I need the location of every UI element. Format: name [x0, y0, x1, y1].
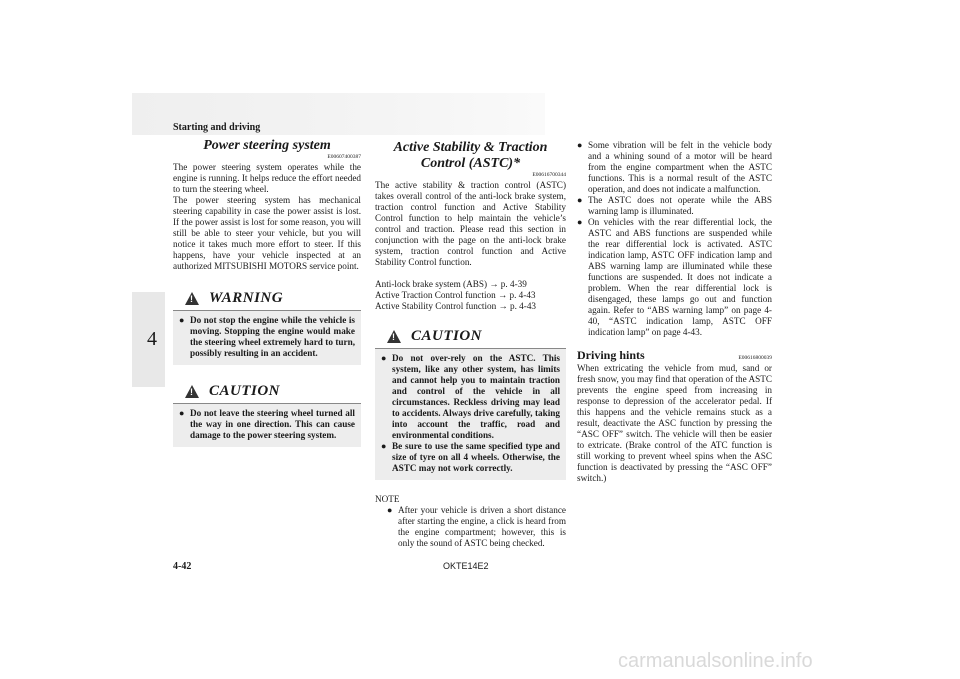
astc-intro: The active stability & traction control (ASTC) takes overall control of the anti-lock brake system, traction control function and Active Stability Control function to help maintain the vehicle’s control and traction. Please read this section in conjunction with the page on the anti-lock brake system, traction control function and Active Stability Control function.	[375, 180, 566, 267]
caution-label: CAUTION	[209, 382, 281, 399]
driving-hints-heading	[577, 348, 772, 363]
power-steering-code: E00607400387	[327, 154, 361, 160]
warning-label: WARNING	[209, 289, 284, 306]
section-title: Starting and driving	[173, 122, 261, 133]
note-item: ● After your vehicle is driven a short distance after starting the engine, a click is heard from the engine compartment; however, this is only the sound of ASTC being checked.	[387, 505, 566, 548]
driving-hints-text: When extricating the vehicle from mud, sand or fresh snow, you may find that operation of the ASTC prevents the engine speed from increasing in response to depression of the accelerator pedal. If this happens and the vehicle remains stuck as a result, deactivate the ASC function by pressing the “ASC OFF” switch. The vehicle will then be easier to extricate. (Brake control of the ATC function is still working to prevent wheel spins when the ASC function is deactivated by pressing the “ASC OFF” switch.)	[577, 363, 772, 483]
caution-header	[173, 379, 361, 404]
chapter-tab-number: 4	[147, 328, 157, 350]
caution-triangle-icon	[185, 385, 199, 398]
bullet-icon: ●	[577, 217, 583, 227]
warning-box	[173, 286, 361, 365]
astc-title-line-2: Control (ASTC)*	[420, 156, 521, 171]
power-steering-title: Power steering system	[203, 138, 331, 153]
column-astc-continued	[577, 140, 772, 484]
warning-triangle-icon	[185, 292, 199, 305]
note-item-differential-lock: ● On vehicles with the rear differential lock, the ASTC and ABS functions are suspended while the rear differential lock is activated. ASTC indication lamp, ASTC OFF indication lamp and ABS warning lamp are illuminated while these functions are suspended. It does not indicate a problem. When the rear differential lock is disengaged, these lamps go out and function again. Refer to “ABS warning lamp” on page 4-40, “ASTC indication lamp, ASTC OFF indication lamp” on page 4-43.	[577, 217, 772, 337]
astc-title-line-1: Active Stability & Traction	[393, 140, 548, 155]
page-number: 4-42	[173, 561, 192, 572]
bullet-icon: ●	[179, 408, 185, 418]
astc-caution-header	[375, 324, 566, 349]
caution-item: ● Do not leave the steering wheel turned all the way in one direction. This can cause damage to the power steering system.	[179, 408, 355, 440]
bullet-icon: ●	[577, 195, 583, 205]
astc-caution-item-1: ● Do not over-rely on the ASTC. This system, like any other system, has limits and cannot help you to maintain traction and control of the vehicle in all circumstances. Reckless driving may lead to accidents. Always drive carefully, taking into account the traffic, road and environmental conditions.	[381, 353, 560, 440]
warning-header	[173, 286, 361, 311]
watermark: carmanualsonline.info	[618, 650, 813, 672]
caution-triangle-icon	[387, 330, 401, 343]
column-power-steering	[173, 138, 361, 447]
astc-caution-box	[375, 324, 566, 480]
note-item-abs-lamp: ● The ASTC does not operate while the ABS warning lamp is illuminated.	[577, 195, 772, 216]
caution-box	[173, 379, 361, 447]
astc-caution-item-2: ● Be sure to use the same specified type and size of tyre on all 4 wheels. Otherwise, the ASTC may not work correctly.	[381, 441, 560, 473]
bullet-icon: ●	[179, 315, 185, 325]
astc-ref-abs: Anti-lock brake system (ABS) → p. 4-39	[375, 279, 527, 289]
power-steering-para-2: The power steering system has mechanical steering capability in case the power assist is lost. If the power assist is lost for some reason, you will still be able to steer your vehicle, but you will notice it takes much more effort to steer. If this happens, have your vehicle inspected at an authorized MITSUBISHI MOTORS service point.	[173, 195, 361, 271]
column-astc	[375, 140, 566, 549]
note-label: NOTE	[375, 494, 400, 504]
bullet-icon: ●	[381, 353, 387, 363]
astc-code: E00616700344	[532, 172, 566, 178]
driving-hints-title: Driving hints	[577, 348, 645, 362]
power-steering-para-1: The power steering system operates while the engine is running. It helps reduce the effort needed to turn the steering wheel.	[173, 162, 361, 194]
document-code: OKTE14E2	[443, 561, 489, 571]
note-item-vibration: ● Some vibration will be felt in the vehicle body and a whining sound of a motor will be heard from the engine compartment when the ASTC functions. This is a normal result of the ASTC operation, and does not indicate a malfunction.	[577, 140, 772, 194]
bullet-icon: ●	[387, 505, 393, 515]
astc-ref-stability: Active Stability Control function → p. 4-43	[375, 301, 537, 311]
bullet-icon: ●	[577, 140, 583, 150]
astc-caution-label: CAUTION	[411, 327, 483, 344]
astc-ref-traction: Active Traction Control function → p. 4-43	[375, 290, 536, 300]
driving-hints-code: E00616800039	[738, 355, 772, 361]
warning-item: ● Do not stop the engine while the vehicle is moving. Stopping the engine would make the steering wheel extremely hard to turn, possibly resulting in an accident.	[179, 315, 355, 358]
bullet-icon: ●	[381, 441, 387, 451]
